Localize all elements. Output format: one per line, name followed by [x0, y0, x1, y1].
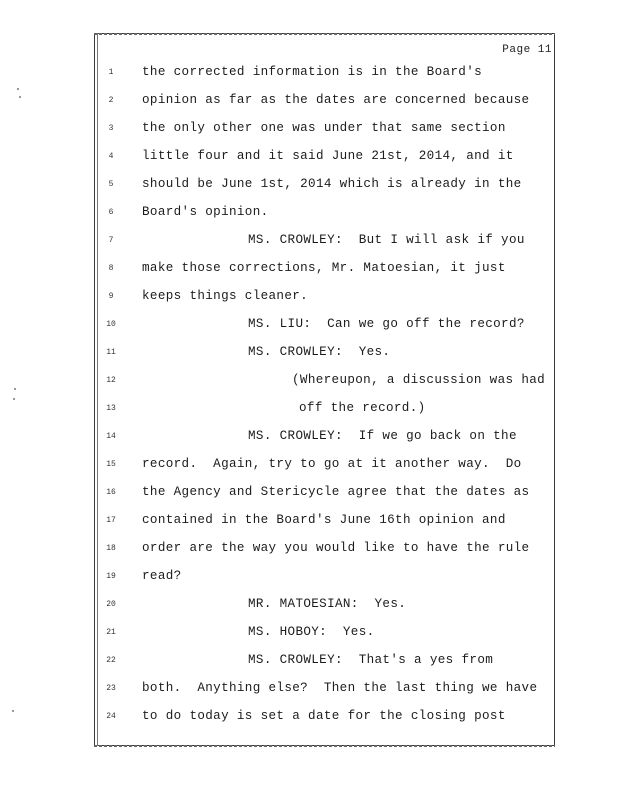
- line-number: 11: [106, 348, 116, 357]
- line-text: both. Anything else? Then the last thing we have: [142, 681, 538, 695]
- line-number: 20: [106, 600, 116, 609]
- transcript-line: [0, 231, 618, 251]
- line-number: 13: [106, 404, 116, 413]
- line-number: 12: [106, 376, 116, 385]
- line-text: MS. LIU: Can we go off the record?: [248, 317, 525, 331]
- line-number: 21: [106, 628, 116, 637]
- line-text: MS. HOBOY: Yes.: [248, 625, 375, 639]
- line-text: record. Again, try to go at it another way. Do: [142, 457, 522, 471]
- line-text: MS. CROWLEY: Yes.: [248, 345, 391, 359]
- scan-edge-top: [94, 33, 555, 35]
- line-text: MR. MATOESIAN: Yes.: [248, 597, 407, 611]
- line-number: 1: [108, 68, 114, 77]
- line-text: keeps things cleaner.: [142, 289, 309, 303]
- transcript-line: [0, 623, 618, 643]
- transcript-line: [0, 259, 618, 279]
- line-number: 19: [106, 572, 116, 581]
- line-text: MS. CROWLEY: That's a yes from: [248, 653, 494, 667]
- transcript-line: [0, 455, 618, 475]
- line-number: 4: [108, 152, 114, 161]
- scan-edge-bottom: [94, 745, 555, 747]
- line-number: 17: [106, 516, 116, 525]
- line-number: 10: [106, 320, 116, 329]
- line-number: 9: [108, 292, 114, 301]
- line-text: off the record.): [299, 401, 426, 415]
- transcript-line: [0, 63, 618, 83]
- transcript-line: [0, 175, 618, 195]
- scan-speck: [13, 398, 15, 400]
- transcript-line: [0, 707, 618, 727]
- scan-speck: [12, 710, 14, 712]
- line-text: read?: [142, 569, 182, 583]
- line-text: little four and it said June 21st, 2014, and it: [142, 149, 514, 163]
- line-text: contained in the Board's June 16th opinion and: [142, 513, 506, 527]
- transcript-line: [0, 203, 618, 223]
- line-text: should be June 1st, 2014 which is already in the: [142, 177, 522, 191]
- transcript-line: [0, 147, 618, 167]
- transcript-line: [0, 567, 618, 587]
- line-text: MS. CROWLEY: But I will ask if you: [248, 233, 525, 247]
- scan-speck: [17, 88, 19, 90]
- line-number: 22: [106, 656, 116, 665]
- line-number: 8: [108, 264, 114, 273]
- line-text: Board's opinion.: [142, 205, 269, 219]
- transcript-line: [0, 371, 618, 391]
- line-number: 16: [106, 488, 116, 497]
- line-text: order are the way you would like to have the rule: [142, 541, 530, 555]
- scan-speck: [14, 388, 16, 390]
- transcript-line: [0, 427, 618, 447]
- transcript-line: [0, 399, 618, 419]
- line-number: 18: [106, 544, 116, 553]
- line-text: the Agency and Stericycle agree that the dates as: [142, 485, 530, 499]
- line-text: make those corrections, Mr. Matoesian, it just: [142, 261, 506, 275]
- line-number: 7: [108, 236, 114, 245]
- line-text: (Whereupon, a discussion was had: [292, 373, 546, 387]
- transcript-line: [0, 651, 618, 671]
- transcript-line: [0, 539, 618, 559]
- line-number: 24: [106, 712, 116, 721]
- line-text: to do today is set a date for the closing post: [142, 709, 506, 723]
- scan-speck: [19, 96, 21, 98]
- line-number: 2: [108, 96, 114, 105]
- line-text: the corrected information is in the Board's: [142, 65, 483, 79]
- line-text: opinion as far as the dates are concerned because: [142, 93, 530, 107]
- page-number: Page 11: [502, 44, 552, 56]
- transcript-line: [0, 91, 618, 111]
- transcript-line: [0, 315, 618, 335]
- transcript-line: [0, 119, 618, 139]
- line-number: 15: [106, 460, 116, 469]
- line-text: MS. CROWLEY: If we go back on the: [248, 429, 517, 443]
- line-number: 23: [106, 684, 116, 693]
- transcript-line: [0, 595, 618, 615]
- transcript-line: [0, 679, 618, 699]
- line-number: 3: [108, 124, 114, 133]
- transcript-line: [0, 483, 618, 503]
- line-number: 6: [108, 208, 114, 217]
- line-number: 5: [108, 180, 114, 189]
- line-number: 14: [106, 432, 116, 441]
- transcript-line: [0, 343, 618, 363]
- transcript-line: [0, 287, 618, 307]
- line-text: the only other one was under that same section: [142, 121, 506, 135]
- transcript-line: [0, 511, 618, 531]
